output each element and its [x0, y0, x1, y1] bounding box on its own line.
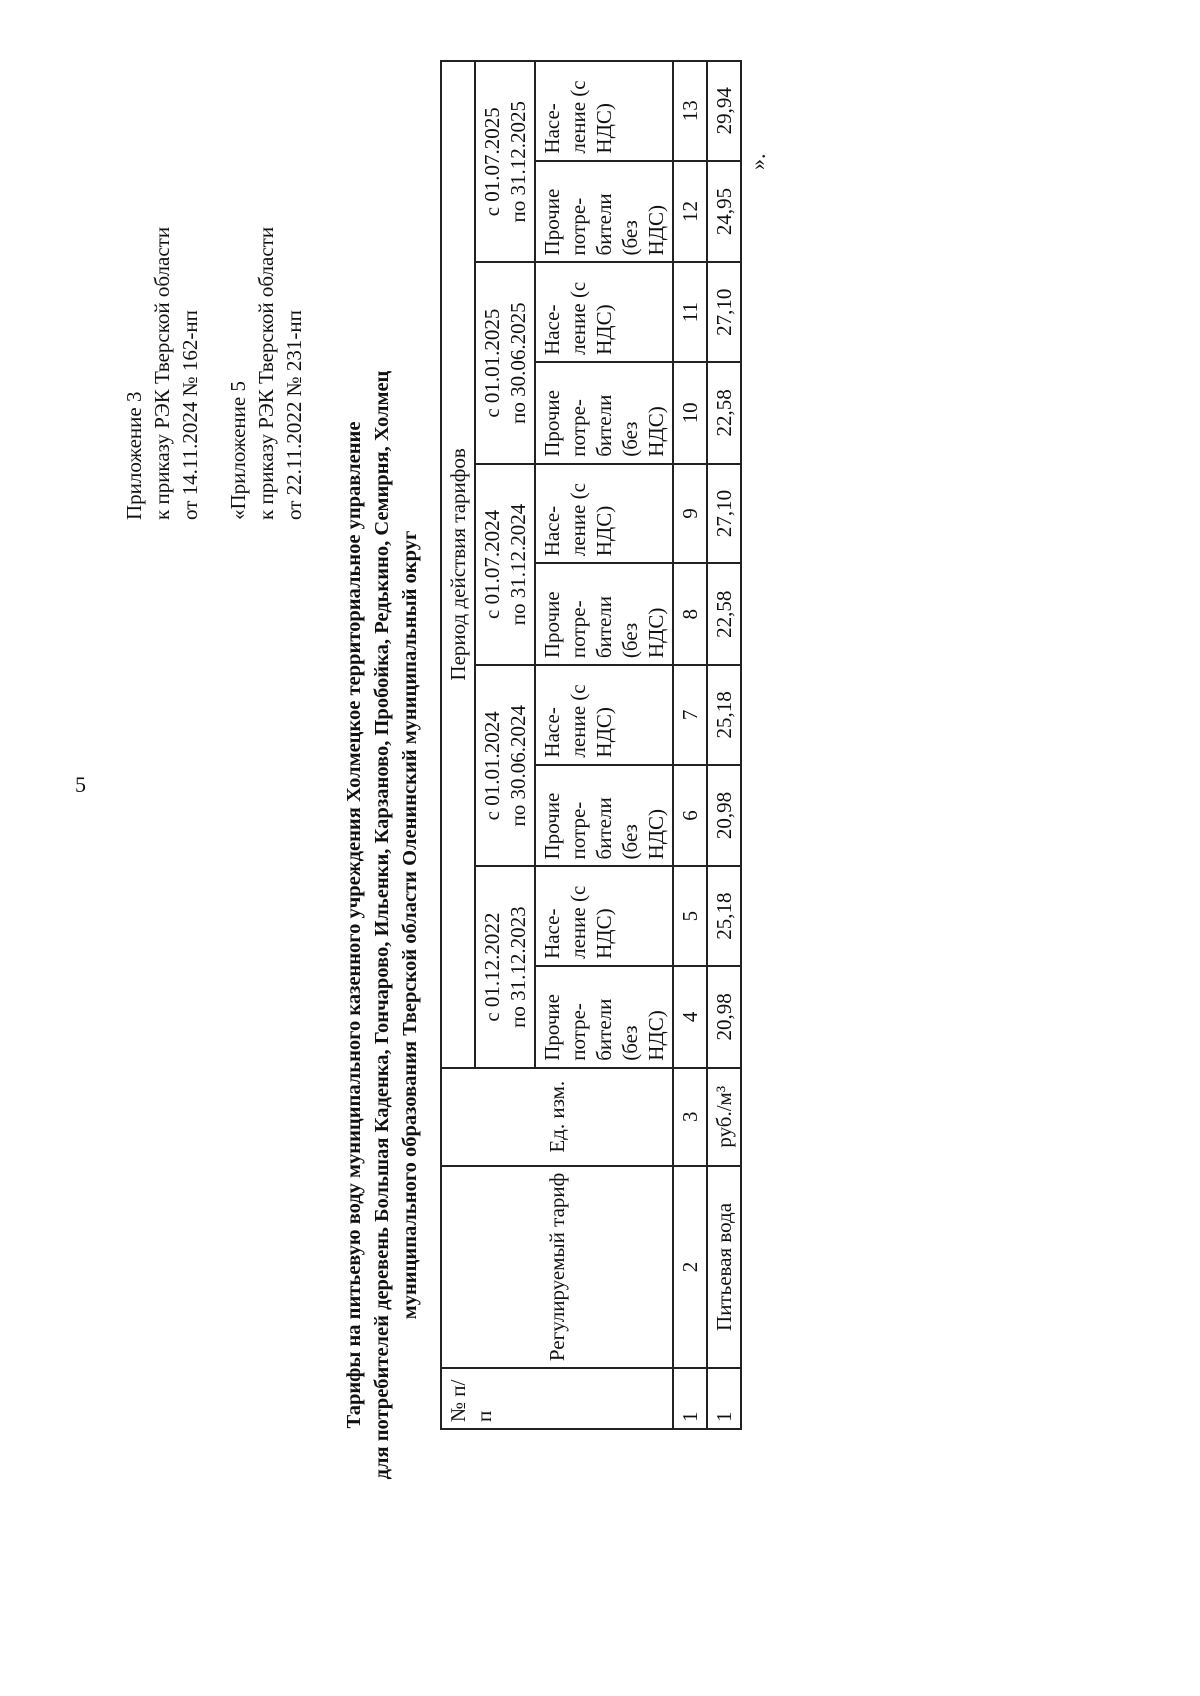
tariff-value: 24,95	[707, 161, 741, 263]
column-number: 3	[673, 1068, 707, 1166]
header-period: Период действия тарифов	[441, 61, 475, 1068]
row-unit: руб./м³	[707, 1068, 741, 1166]
tariff-value: 25,18	[707, 866, 741, 965]
row-tariff-name: Питьевая вода	[707, 1166, 741, 1368]
period-from: с 01.12.2022	[480, 912, 504, 1022]
tariff-value: 27,10	[707, 464, 741, 563]
column-number: 10	[673, 362, 707, 464]
tariff-value: 29,94	[707, 61, 741, 161]
period-from: с 01.01.2025	[480, 308, 504, 418]
tariff-value: 25,18	[707, 665, 741, 764]
period-header	[475, 665, 535, 866]
header-tariff: Регулируемый тариф	[441, 1166, 673, 1368]
header-other-consumers: Прочие потре-бители (без НДС)	[535, 563, 673, 665]
column-number: 11	[673, 262, 707, 361]
appendix-current-line-1: Приложение 3	[122, 391, 146, 520]
tariff-value: 22,58	[707, 563, 741, 665]
appendix-current-block	[120, 227, 204, 520]
appendix-previous-line-3: от 22.11.2022 № 231-нп	[282, 310, 306, 520]
header-population: Насе-ление (с НДС)	[535, 464, 673, 563]
title-line-1: Тарифы на питьевую воду муниципального казенного учреждения Холмецкое территориальное управление	[343, 421, 365, 1429]
column-number: 1	[673, 1368, 707, 1429]
header-population: Насе-ление (с НДС)	[535, 61, 673, 161]
tariff-value: 20,98	[707, 966, 741, 1068]
period-to: по 31.12.2024	[506, 503, 530, 626]
period-to: по 30.06.2024	[506, 705, 530, 827]
tariff-value: 27,10	[707, 262, 741, 361]
title-line-2: для потребителей деревень Большая Каденка, Гончарово, Ильенки, Карзаново, Пробойка, Редькино, Семирня, Холмец	[371, 370, 393, 1480]
period-header	[475, 464, 535, 665]
rotated-page-content	[120, 60, 880, 1600]
table-row	[707, 61, 741, 1429]
header-unit: Ед. изм.	[441, 1068, 673, 1166]
tariff-table	[440, 60, 742, 1430]
period-to: по 31.12.2025	[506, 100, 530, 223]
appendix-previous-line-2: к приказу РЭК Тверской области	[254, 226, 278, 520]
column-number: 6	[673, 765, 707, 867]
table-header-row-1	[441, 61, 475, 1429]
row-number: 1	[707, 1368, 741, 1429]
column-number: 13	[673, 61, 707, 161]
header-population: Насе-ление (с НДС)	[535, 665, 673, 764]
column-number: 4	[673, 966, 707, 1068]
page-number: 5	[75, 772, 86, 797]
period-from: с 01.07.2024	[480, 509, 504, 619]
period-header	[475, 61, 535, 262]
tariff-value: 20,98	[707, 765, 741, 867]
period-header	[475, 262, 535, 463]
column-number: 2	[673, 1166, 707, 1368]
header-population: Насе-ление (с НДС)	[535, 262, 673, 361]
header-other-consumers: Прочие потре-бители (без НДС)	[535, 765, 673, 867]
appendix-current-line-2: к приказу РЭК Тверской области	[150, 226, 174, 520]
header-other-consumers: Прочие потре-бители (без НДС)	[535, 362, 673, 464]
column-number: 7	[673, 665, 707, 764]
appendix-previous-line-1: «Приложение 5	[226, 381, 250, 520]
period-header	[475, 866, 535, 1067]
period-from: с 01.01.2024	[480, 711, 504, 821]
title-line-3: муниципального образования Тверской области Оленинский муниципальный округ	[399, 530, 421, 1320]
header-other-consumers: Прочие потре-бители (без НДС)	[535, 966, 673, 1068]
column-number: 9	[673, 464, 707, 563]
header-other-consumers: Прочие потре-бители (без НДС)	[535, 161, 673, 263]
period-to: по 31.12.2023	[506, 906, 530, 1028]
column-number-row	[673, 61, 707, 1429]
period-to: по 30.06.2025	[506, 302, 530, 424]
column-number: 5	[673, 866, 707, 965]
closing-quote-mark: ».	[745, 153, 770, 170]
header-number: № п/п	[441, 1368, 673, 1429]
appendix-previous-block	[224, 227, 308, 520]
column-number: 8	[673, 563, 707, 665]
appendix-current-line-3: от 14.11.2024 № 162-нп	[178, 310, 202, 520]
period-from: с 01.07.2025	[480, 107, 504, 217]
column-number: 12	[673, 161, 707, 263]
tariff-value: 22,58	[707, 362, 741, 464]
document-title	[340, 350, 424, 1500]
header-population: Насе-ление (с НДС)	[535, 866, 673, 965]
